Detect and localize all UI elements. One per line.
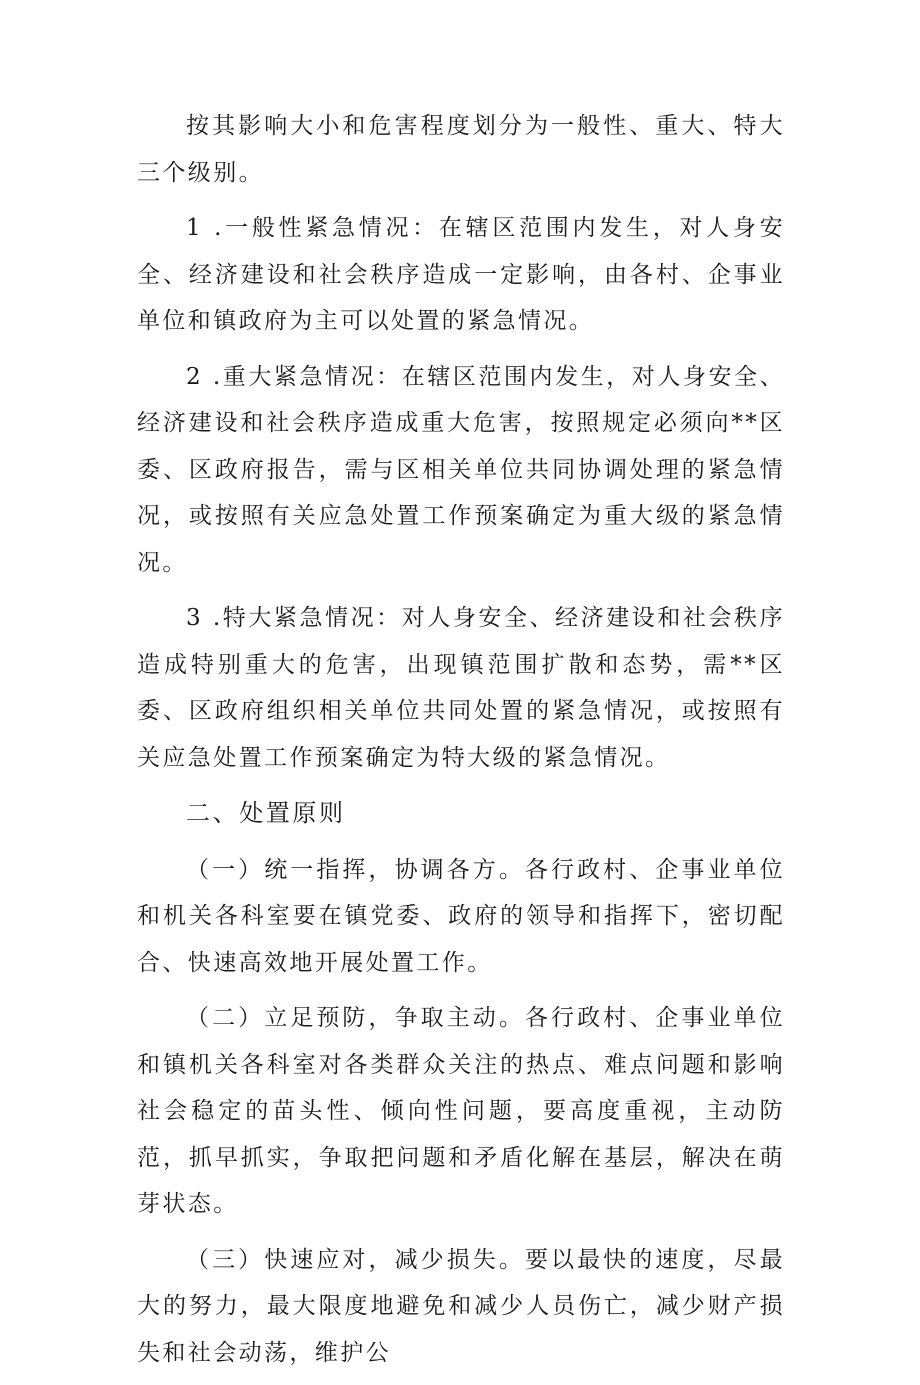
paragraph-principle-1: （一）统一指挥，协调各方。各行政村、企事业单位和机关各科室要在镇党委、政府的领导和指挥下，密切配合、快速高效地开展处置工作。 (137, 856, 785, 976)
document-body (137, 103, 785, 1385)
paragraph-major-emergency: 2 .重大紧急情况：在辖区范围内发生，对人身安全、经济建设和社会秩序造成重大危害，按照规定必须向**区委、区政府报告，需与区相关单位共同协调处理的紧急情况，或按照有关应急处置工作预案确定为重大级的紧急情况。 (137, 363, 785, 576)
paragraph-principle-2: （二）立足预防，争取主动。各行政村、企事业单位和镇机关各科室对各类群众关注的热点、难点问题和影响社会稳定的苗头性、倾向性问题，要高度重视，主动防范，抓早抓实，争取把问题和矛盾化解在基层，解决在萌芽状态。 (137, 1005, 785, 1217)
paragraph-classification-intro: 按其影响大小和危害程度划分为一般性、重大、特大三个级别。 (137, 113, 785, 186)
paragraph-extreme-emergency: 3 .特大紧急情况：对人身安全、经济建设和社会秩序造成特别重大的危害，出现镇范围扩散和态势，需**区委、区政府组织相关单位共同处置的紧急情况，或按照有关应急处置工作预案确定为特大级的紧急情况。 (137, 605, 785, 771)
section-heading-principles: 二、处置原则 (186, 799, 346, 827)
paragraph-general-emergency: 1 .一般性紧急情况：在辖区范围内发生，对人身安全、经济建设和社会秩序造成一定影响，由各村、企事业单位和镇政府为主可以处置的紧急情况。 (137, 215, 785, 334)
paragraph-principle-3: （三）快速应对，减少损失。要以最快的速度，尽最大的努力，最大限度地避免和减少人员伤亡，减少财产损失和社会动荡，维护公 (137, 1246, 785, 1366)
